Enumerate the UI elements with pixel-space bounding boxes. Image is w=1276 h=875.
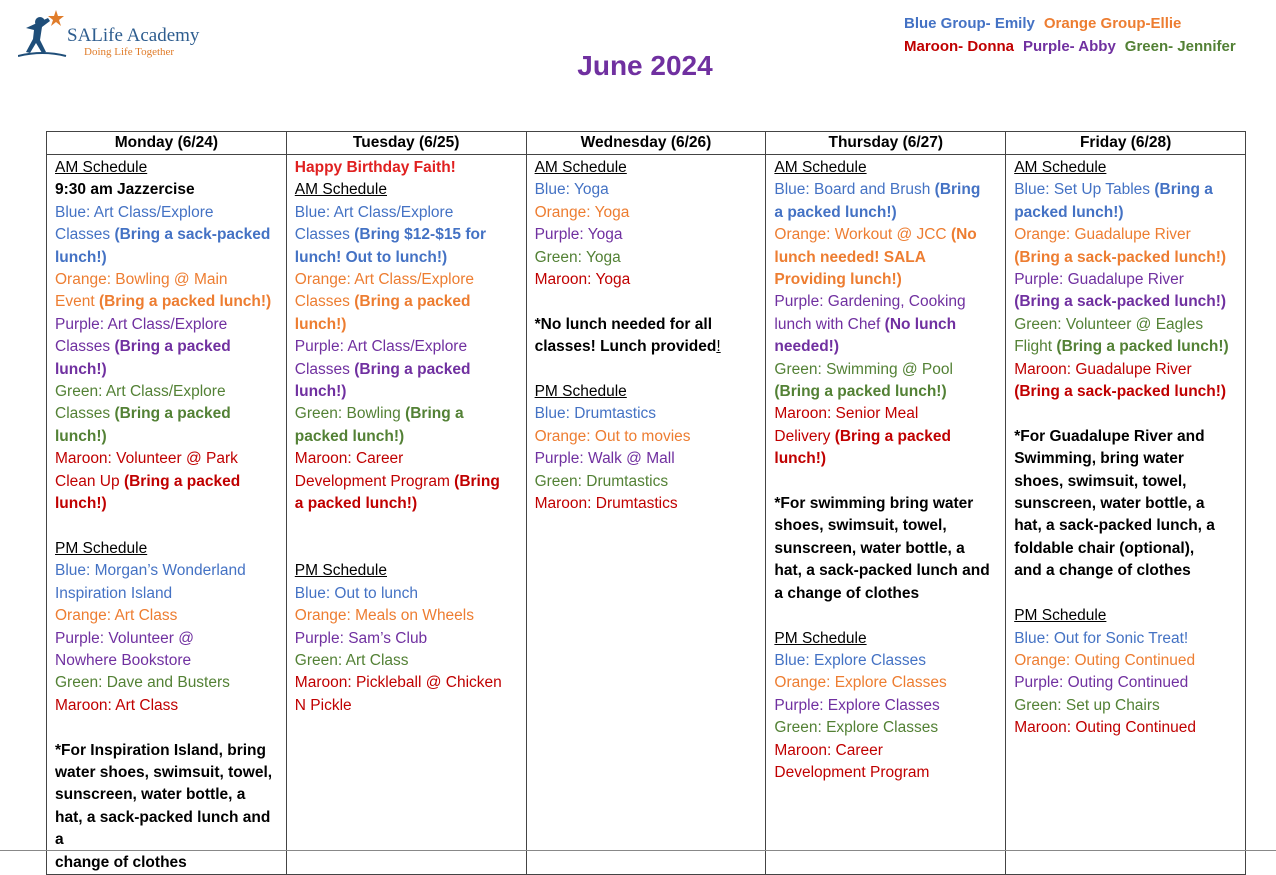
schedule-text: (Bring $12-$15 for — [354, 226, 487, 244]
schedule-text: Purple: Art Class/Explore — [294, 338, 468, 356]
schedule-text: ! — [716, 338, 721, 356]
schedule-text: needed!) — [774, 338, 839, 356]
schedule-line — [1014, 695, 1239, 717]
schedule-text: Orange: Outing Continued — [1014, 651, 1196, 669]
schedule-line — [295, 157, 520, 179]
schedule-text: Delivery — [774, 427, 835, 445]
schedule-line — [1014, 515, 1239, 537]
schedule-line — [774, 672, 999, 694]
day-header-row — [47, 132, 1246, 155]
schedule-line — [295, 359, 520, 381]
schedule-line — [295, 179, 520, 201]
schedule-line — [774, 269, 999, 291]
schedule-text: Blue: Out to lunch — [294, 584, 419, 602]
day-cell-friday — [1006, 155, 1246, 875]
schedule-line — [1014, 650, 1239, 672]
schedule-line — [774, 448, 999, 470]
org-tagline: Doing Life Together — [84, 46, 175, 58]
schedule-line — [295, 202, 520, 224]
schedule-line — [1014, 471, 1239, 493]
schedule-line — [1014, 291, 1239, 313]
schedule-text: lunch!) — [294, 383, 347, 401]
schedule-line — [774, 314, 999, 336]
schedule-text: Blue: Art Class/Explore — [294, 203, 454, 221]
schedule-line — [295, 314, 520, 336]
schedule-text: Swimming, bring water — [1014, 450, 1184, 468]
schedule-line — [1014, 493, 1239, 515]
schedule-text: Orange: Art Class — [55, 607, 178, 625]
schedule-text: Purple: Yoga — [534, 226, 623, 244]
schedule-line — [774, 740, 999, 762]
schedule-line — [295, 471, 520, 493]
schedule-text: sunscreen, water bottle, a — [55, 786, 246, 804]
schedule-text: AM Schedule — [55, 159, 148, 176]
schedule-text: PM Schedule — [294, 562, 387, 580]
schedule-line — [1014, 179, 1239, 201]
schedule-line — [1014, 314, 1239, 336]
schedule-line — [1014, 538, 1239, 560]
schedule-text: water shoes, swimsuit, towel, — [55, 763, 273, 781]
schedule-text: Orange: Yoga — [534, 203, 630, 221]
schedule-text: Green: Set up Chairs — [1014, 696, 1160, 714]
person-star-icon — [18, 8, 68, 58]
schedule-line — [295, 583, 520, 605]
schedule-text: (Bring — [454, 472, 500, 490]
schedule-text: Maroon: Drumtastics — [534, 495, 678, 513]
schedule-line — [55, 448, 280, 470]
schedule-line — [535, 202, 760, 224]
schedule-line — [774, 538, 999, 560]
schedule-text: N Pickle — [294, 696, 352, 714]
schedule-text: sunscreen, water bottle, a — [1014, 495, 1205, 513]
schedule-line — [55, 560, 280, 582]
day-cell-monday — [47, 155, 287, 875]
schedule-line — [295, 426, 520, 448]
schedule-text: (No — [950, 226, 977, 244]
schedule-text: shoes, swimsuit, towel, — [1014, 472, 1187, 490]
schedule-text: (Bring a packed — [114, 405, 231, 423]
legend-entry: Green- Jennifer — [1124, 38, 1236, 55]
schedule-line — [55, 471, 280, 493]
schedule-line — [1014, 628, 1239, 650]
schedule-text: Green: Explore Classes — [774, 719, 939, 737]
blank-line — [774, 471, 999, 493]
schedule-line — [55, 426, 280, 448]
schedule-text: (Bring — [934, 181, 981, 199]
schedule-line — [1014, 381, 1239, 403]
schedule-text: Maroon: Volunteer @ Park — [55, 450, 238, 468]
weekly-schedule-table — [46, 131, 1246, 875]
schedule-line — [1014, 672, 1239, 694]
schedule-text: PM Schedule — [774, 629, 867, 647]
schedule-text: hat, a sack-packed lunch and — [774, 562, 990, 580]
schedule-text: Classes — [294, 293, 355, 311]
schedule-text: packed lunch!) — [1014, 203, 1124, 221]
schedule-line — [55, 762, 280, 784]
schedule-text: AM Schedule — [294, 181, 387, 199]
schedule-text: (Bring a sack-packed lunch!) — [1014, 383, 1227, 401]
day-header-tuesday: Tuesday (6/25) — [286, 132, 526, 155]
schedule-line — [55, 538, 280, 560]
schedule-line — [1014, 560, 1239, 582]
schedule-text: Orange: Bowling @ Main — [55, 271, 228, 289]
schedule-text: Blue: Art Class/Explore — [55, 203, 214, 221]
legend-entry: Maroon- Donna — [904, 38, 1014, 55]
schedule-text: Purple: Walk @ Mall — [534, 450, 675, 468]
org-logo — [18, 8, 218, 60]
schedule-line — [774, 717, 999, 739]
schedule-text: (Bring a packed — [834, 427, 951, 445]
schedule-text: Purple: Outing Continued — [1014, 674, 1189, 692]
schedule-line — [295, 605, 520, 627]
schedule-line — [55, 583, 280, 605]
schedule-line — [1014, 717, 1239, 739]
blank-line — [774, 605, 999, 627]
schedule-line — [295, 224, 520, 246]
schedule-line — [295, 291, 520, 313]
schedule-text: (Bring a packed — [114, 338, 231, 356]
schedule-line — [55, 493, 280, 515]
day-header-wednesday: Wednesday (6/26) — [526, 132, 766, 155]
schedule-text: Green: Drumtastics — [534, 472, 669, 490]
schedule-line — [774, 560, 999, 582]
blank-line — [295, 538, 520, 560]
schedule-line — [295, 403, 520, 425]
schedule-text: Maroon: Career — [294, 450, 404, 468]
schedule-line — [55, 403, 280, 425]
schedule-text: a packed lunch!) — [294, 495, 418, 513]
schedule-line — [774, 695, 999, 717]
schedule-row — [47, 155, 1246, 875]
schedule-line — [535, 269, 760, 291]
schedule-text: Blue: Yoga — [534, 181, 609, 199]
schedule-text: Blue: Morgan’s Wonderland — [55, 562, 246, 580]
org-name: SALife Academy — [67, 25, 200, 46]
schedule-text: foldable chair (optional), — [1014, 539, 1195, 557]
schedule-line — [55, 179, 280, 201]
schedule-line — [774, 762, 999, 784]
schedule-text: (Bring a — [1154, 181, 1213, 199]
schedule-text: Development Program — [294, 472, 455, 490]
schedule-text: (Bring a packed — [354, 360, 471, 378]
schedule-text: *For Guadalupe River and — [1014, 427, 1205, 445]
schedule-text: Maroon: Guadalupe River — [1014, 360, 1192, 378]
group-legend-row-2 — [904, 38, 1245, 55]
schedule-text: lunch! Out to lunch!) — [294, 248, 448, 266]
schedule-text: Classes — [294, 360, 355, 378]
schedule-text: Blue: Board and Brush — [774, 181, 935, 199]
schedule-line — [55, 807, 280, 852]
schedule-line — [774, 291, 999, 313]
schedule-line — [535, 381, 760, 403]
schedule-text: a packed lunch!) — [774, 203, 897, 221]
schedule-text: lunch!) — [55, 360, 107, 378]
schedule-text: AM Schedule — [1014, 159, 1107, 176]
blank-line — [535, 359, 760, 381]
schedule-text: lunch!) — [55, 427, 107, 445]
schedule-text: Maroon: Art Class — [55, 696, 179, 714]
schedule-line — [55, 650, 280, 672]
day-cell-wednesday — [526, 155, 766, 875]
schedule-line — [535, 157, 760, 179]
schedule-text: PM Schedule — [534, 383, 627, 401]
blank-line — [295, 516, 520, 538]
schedule-text: Flight — [1014, 338, 1057, 356]
schedule-line — [55, 359, 280, 381]
schedule-text: Event — [55, 293, 99, 311]
schedule-text: AM Schedule — [774, 159, 867, 176]
schedule-text: Orange: Explore Classes — [774, 674, 947, 692]
schedule-text: 9:30 am Jazzercise — [55, 181, 195, 199]
schedule-text: (Bring a — [405, 405, 464, 423]
schedule-line — [535, 426, 760, 448]
schedule-text: (Bring a sack-packed lunch!) — [1014, 248, 1227, 266]
schedule-line — [55, 784, 280, 806]
schedule-text: Maroon: Outing Continued — [1014, 719, 1196, 737]
schedule-text: lunch!) — [774, 450, 827, 468]
schedule-text: Nowhere Bookstore — [55, 651, 192, 669]
day-header-thursday: Thursday (6/27) — [766, 132, 1006, 155]
schedule-line — [774, 583, 999, 605]
schedule-text: (Bring a packed lunch!) — [774, 383, 947, 401]
schedule-text: Happy Birthday Faith! — [294, 159, 456, 176]
schedule-text: Green: Art Class — [294, 651, 409, 669]
schedule-line — [1014, 224, 1239, 246]
schedule-text: Orange: Workout @ JCC — [774, 226, 951, 244]
schedule-line — [55, 740, 280, 762]
schedule-line — [774, 336, 999, 358]
schedule-line — [55, 247, 280, 269]
schedule-line — [535, 471, 760, 493]
schedule-text: (Bring a packed lunch!) — [98, 293, 272, 311]
schedule-line — [295, 650, 520, 672]
page-bottom-rule — [0, 850, 1276, 851]
schedule-line — [1014, 202, 1239, 224]
schedule-text: Orange: Art Class/Explore — [294, 271, 474, 289]
schedule-line — [1014, 448, 1239, 470]
schedule-line — [295, 493, 520, 515]
blank-line — [1014, 403, 1239, 425]
schedule-text: hat, a sack-packed lunch and a — [55, 808, 271, 849]
schedule-line — [774, 359, 999, 381]
schedule-text: lunch!) — [294, 315, 347, 333]
schedule-line — [774, 179, 999, 201]
schedule-text: *No lunch needed for all — [534, 315, 713, 333]
schedule-line — [535, 314, 760, 336]
schedule-text: (Bring a packed lunch!) — [1056, 338, 1229, 356]
schedule-text: PM Schedule — [1014, 607, 1107, 625]
day-header-monday: Monday (6/24) — [47, 132, 287, 155]
schedule-line — [55, 202, 280, 224]
schedule-text: change of clothes — [55, 853, 187, 871]
blank-line — [55, 516, 280, 538]
schedule-line — [295, 695, 520, 717]
schedule-line — [55, 852, 280, 874]
schedule-text: AM Schedule — [534, 159, 627, 176]
schedule-line — [774, 515, 999, 537]
schedule-line — [1014, 247, 1239, 269]
schedule-line — [774, 381, 999, 403]
schedule-text: Purple: Guadalupe River — [1014, 271, 1184, 289]
schedule-line — [535, 448, 760, 470]
schedule-text: Blue: Drumtastics — [534, 405, 657, 423]
schedule-line — [295, 448, 520, 470]
schedule-text: lunch needed! SALA — [774, 248, 926, 266]
schedule-text: Purple: Art Class/Explore — [55, 315, 228, 333]
schedule-line — [55, 381, 280, 403]
schedule-text: Green: Dave and Busters — [55, 674, 230, 692]
schedule-text: a change of clothes — [774, 584, 920, 602]
schedule-text: shoes, swimsuit, towel, — [774, 517, 947, 535]
blank-line — [1014, 583, 1239, 605]
schedule-line — [774, 403, 999, 425]
schedule-line — [295, 247, 520, 269]
schedule-line — [535, 336, 760, 358]
schedule-line — [295, 672, 520, 694]
schedule-line — [535, 403, 760, 425]
schedule-line — [774, 157, 999, 179]
schedule-text: Orange: Guadalupe River — [1014, 226, 1191, 244]
schedule-line — [1014, 157, 1239, 179]
schedule-text: Maroon: Pickleball @ Chicken — [294, 674, 502, 692]
schedule-line — [535, 224, 760, 246]
schedule-text: *For Inspiration Island, bring — [55, 741, 266, 759]
schedule-text: packed lunch!) — [294, 427, 405, 445]
schedule-text: Purple: Gardening, Cooking — [774, 293, 966, 311]
schedule-line — [774, 224, 999, 246]
schedule-text: Maroon: Career — [774, 741, 883, 759]
schedule-text: lunch with Chef — [774, 315, 885, 333]
schedule-text: (No lunch — [884, 315, 957, 333]
schedule-line — [1014, 336, 1239, 358]
schedule-text: Clean Up — [55, 472, 124, 490]
page-title: June 2024 — [577, 50, 713, 81]
schedule-text: Development Program — [774, 763, 930, 781]
schedule-text: Blue: Explore Classes — [774, 651, 927, 669]
schedule-text: *For swimming bring water — [774, 495, 974, 513]
schedule-line — [535, 179, 760, 201]
schedule-text: and a change of clothes — [1014, 562, 1191, 580]
schedule-text: hat, a sack-packed lunch, a — [1014, 517, 1215, 535]
schedule-line — [295, 560, 520, 582]
schedule-line — [55, 695, 280, 717]
day-cell-tuesday — [286, 155, 526, 875]
schedule-line — [55, 269, 280, 291]
schedule-text: Classes — [294, 226, 355, 244]
schedule-line — [295, 628, 520, 650]
schedule-text: Orange: Out to movies — [534, 427, 691, 445]
schedule-text: lunch!) — [55, 248, 107, 266]
schedule-text: classes! Lunch provided — [534, 338, 717, 356]
blank-line — [535, 291, 760, 313]
schedule-text: Maroon: Yoga — [534, 271, 631, 289]
schedule-line — [774, 247, 999, 269]
legend-entry: Blue Group- Emily — [904, 15, 1035, 32]
schedule-text: Inspiration Island — [55, 584, 173, 602]
schedule-text: (Bring a packed — [123, 472, 241, 490]
schedule-text: sunscreen, water bottle, a — [774, 539, 965, 557]
schedule-line — [55, 605, 280, 627]
schedule-text: Green: Volunteer @ Eagles — [1014, 315, 1204, 333]
schedule-line — [535, 493, 760, 515]
schedule-line — [55, 672, 280, 694]
schedule-text: Green: Swimming @ Pool — [774, 360, 953, 378]
schedule-text: Classes — [55, 338, 115, 356]
schedule-line — [55, 224, 280, 246]
day-cell-thursday — [766, 155, 1006, 875]
schedule-line — [55, 336, 280, 358]
schedule-text: (Bring a sack-packed — [114, 226, 271, 244]
group-legend-row-1 — [904, 15, 1190, 32]
schedule-line — [55, 628, 280, 650]
schedule-text: Green: Yoga — [534, 248, 621, 266]
schedule-line — [774, 628, 999, 650]
schedule-text: Classes — [55, 226, 115, 244]
schedule-line — [55, 314, 280, 336]
schedule-text: Maroon: Senior Meal — [774, 405, 919, 423]
schedule-text: Blue: Out for Sonic Treat! — [1014, 629, 1189, 647]
blank-line — [55, 717, 280, 739]
day-header-friday: Friday (6/28) — [1006, 132, 1246, 155]
schedule-line — [1014, 426, 1239, 448]
schedule-text: Providing lunch!) — [774, 271, 902, 289]
legend-entry: Purple- Abby — [1023, 38, 1116, 55]
schedule-text: Classes — [55, 405, 115, 423]
legend-entry: Orange Group-Ellie — [1043, 15, 1182, 32]
schedule-line — [295, 336, 520, 358]
schedule-text: (Bring a packed — [354, 293, 471, 311]
schedule-line — [295, 269, 520, 291]
schedule-line — [55, 157, 280, 179]
schedule-line — [774, 650, 999, 672]
schedule-line — [774, 493, 999, 515]
schedule-line — [295, 381, 520, 403]
schedule-text: Purple: Sam’s Club — [294, 629, 428, 647]
schedule-line — [774, 202, 999, 224]
schedule-text: lunch!) — [55, 495, 107, 513]
schedule-line — [1014, 269, 1239, 291]
schedule-line — [774, 426, 999, 448]
schedule-line — [535, 247, 760, 269]
schedule-text: Purple: Explore Classes — [774, 696, 940, 714]
schedule-text: Purple: Volunteer @ — [55, 629, 194, 647]
schedule-text: Blue: Set Up Tables — [1014, 181, 1155, 199]
schedule-text: Orange: Meals on Wheels — [294, 607, 474, 625]
schedule-text: Green: Bowling — [294, 405, 406, 423]
schedule-text: PM Schedule — [55, 539, 148, 557]
schedule-line — [1014, 605, 1239, 627]
schedule-text: (Bring a sack-packed lunch!) — [1014, 293, 1227, 311]
schedule-line — [55, 291, 280, 313]
schedule-text: Green: Art Class/Explore — [55, 383, 226, 401]
schedule-line — [1014, 359, 1239, 381]
